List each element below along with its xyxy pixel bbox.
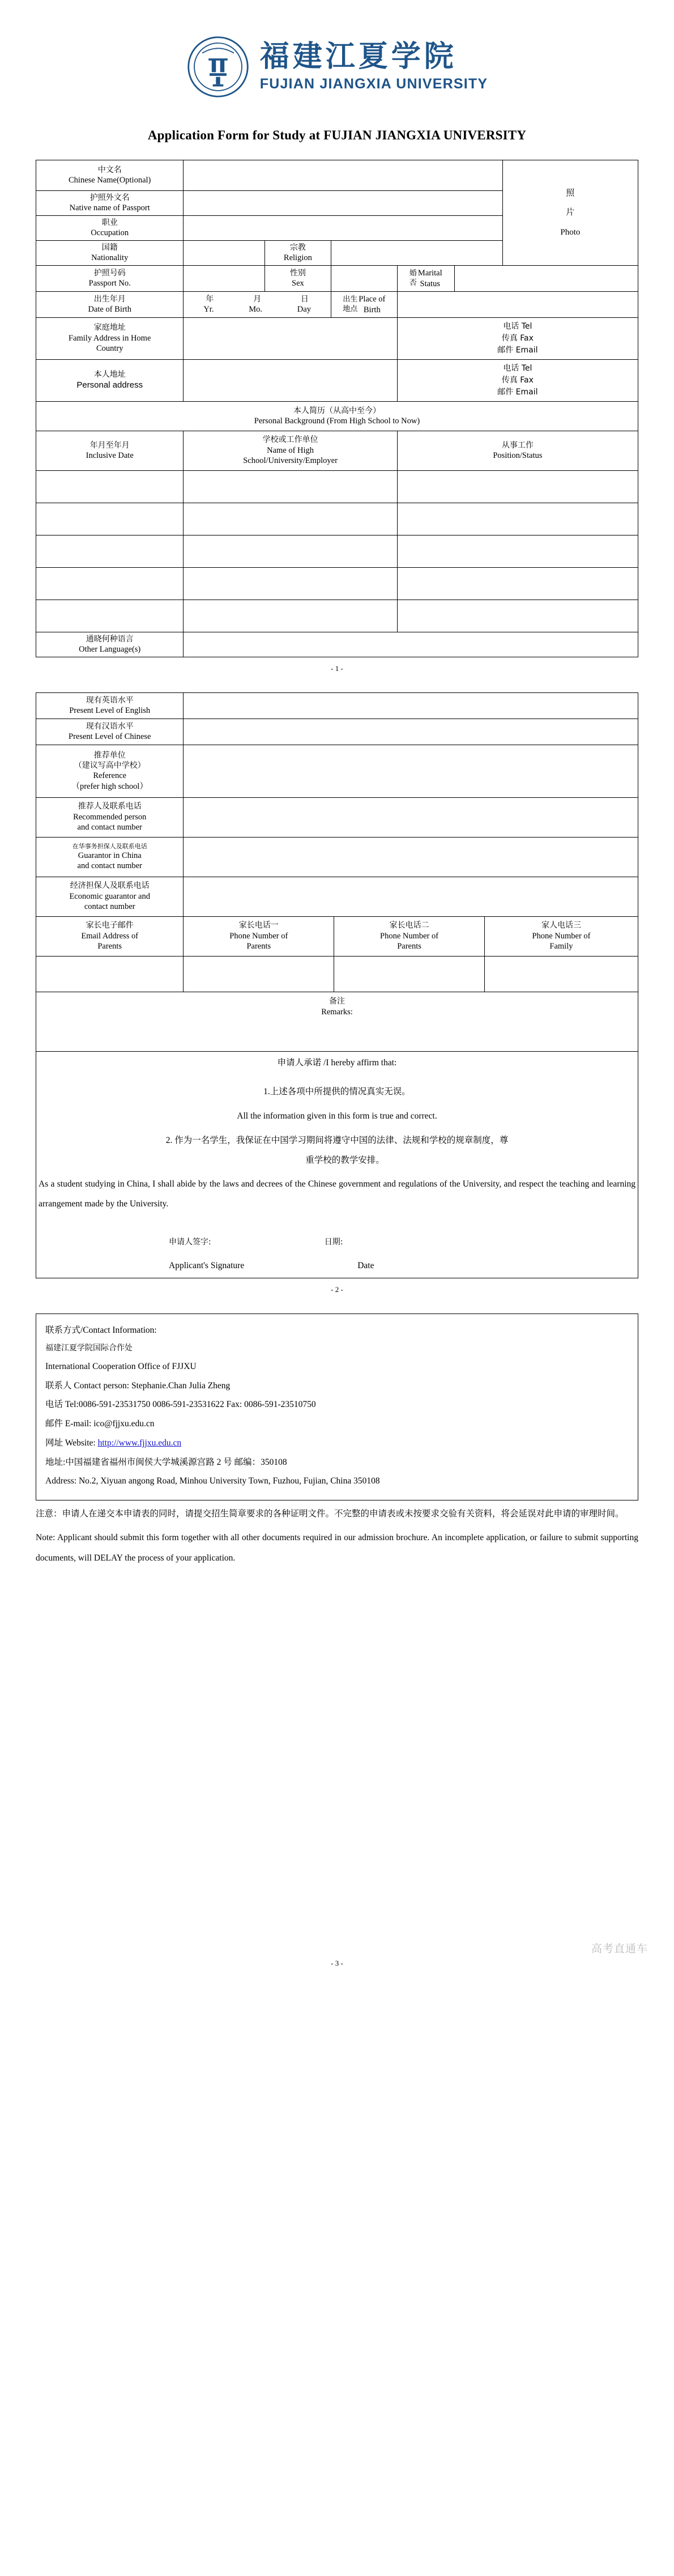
submission-notes — [36, 1504, 638, 1568]
field-marital-status[interactable] — [454, 266, 638, 292]
field-bg-school-3[interactable] — [184, 535, 397, 568]
field-family-phone-3[interactable] — [484, 957, 638, 992]
col-header-position-status: 从事工作 Position/Status — [397, 431, 638, 471]
col-header-parents-phone-1: 家长电话一 Phone Number of Parents — [184, 917, 334, 957]
label-nationality: 国籍 Nationality — [36, 241, 184, 266]
contact-office-en: International Cooperation Office of FJJXU — [45, 1361, 197, 1371]
marital-cn-1: 婚 — [409, 269, 417, 278]
field-reference[interactable] — [184, 745, 638, 798]
contact-website-line — [45, 1434, 629, 1453]
field-parents-phone-1[interactable] — [184, 957, 334, 992]
label-remarks-cn: 备注 — [329, 997, 345, 1006]
label-sex: 性别 Sex — [265, 266, 331, 292]
label-remarks-en: Remarks: — [321, 1007, 353, 1017]
field-religion[interactable] — [331, 241, 502, 266]
family-contact-labels — [397, 318, 638, 360]
label-reference: 推荐单位 （建议写高中学校） Reference （prefer high school） — [36, 745, 184, 798]
label-guarantor-china: 在华事务担保人及联系电话 Guarantor in China and contact number — [36, 838, 184, 877]
label-chinese-name: 中文名 Chinese Name(Optional) — [36, 160, 184, 191]
form-page-1-wrap — [0, 160, 674, 657]
label-religion: 宗教 Religion — [265, 241, 331, 266]
page-1 — [0, 0, 674, 692]
contact-person: 联系人 Contact person: Stephanie.Chan Julia Zheng — [45, 1380, 231, 1391]
label-present-level-english: 现有英语水平 Present Level of English — [36, 693, 184, 719]
field-date-of-birth[interactable] — [184, 292, 331, 318]
field-other-languages[interactable] — [184, 632, 638, 657]
page-3 — [0, 1313, 674, 1969]
field-bg-position-1[interactable] — [397, 471, 638, 503]
birthplace-en-2: Birth — [363, 305, 381, 314]
field-bg-date-4[interactable] — [36, 568, 184, 600]
dob-en-month: Mo. — [249, 305, 262, 314]
field-place-of-birth[interactable] — [397, 292, 638, 318]
page-number-2: - 2 - — [331, 1285, 343, 1294]
field-bg-school-4[interactable] — [184, 568, 397, 600]
table-row — [36, 838, 638, 877]
dob-cn-month: 月 — [253, 294, 262, 304]
table-row — [36, 568, 638, 600]
form-page-2-wrap — [0, 692, 674, 1278]
birthplace-cn-1: 出生 — [343, 295, 358, 304]
contact-information-box — [36, 1313, 638, 1501]
declaration-section — [36, 1052, 638, 1278]
table-row — [36, 957, 638, 992]
additional-info-table — [36, 692, 638, 1278]
table-row — [36, 600, 638, 632]
label-other-languages: 通晓何种语言 Other Language(s) — [36, 632, 184, 657]
label-applicant-signature-cn: 申请人签字: — [169, 1238, 211, 1247]
field-guarantor-china[interactable] — [184, 838, 638, 877]
declaration-item2-cn-line2: 重学校的教学安排。 — [305, 1155, 385, 1165]
field-bg-school-2[interactable] — [184, 503, 397, 535]
photo-en: Photo — [560, 227, 581, 237]
photo-cn-2: 片 — [566, 208, 575, 218]
university-wordmark — [260, 41, 488, 92]
label-applicant-signature-en: Applicant's Signature — [169, 1260, 245, 1270]
label-fax-family: 传真 Fax — [501, 334, 534, 343]
declaration-heading: 申请人承诺 /I hereby affirm that: — [277, 1058, 397, 1068]
label-tel-family: 电话 Tel — [503, 322, 532, 331]
contact-address-cn: 地址:中国福建省福州市闽侯大学城溪源宫路 2 号 邮编：350108 — [45, 1457, 287, 1467]
table-row — [36, 798, 638, 838]
site-watermark: 高考直通车 — [591, 1942, 648, 1956]
table-row — [36, 292, 638, 318]
dob-cn-year: 年 — [206, 294, 214, 304]
field-present-level-chinese[interactable] — [184, 719, 638, 745]
dob-en-year: Yr. — [203, 305, 214, 314]
label-family-address: 家庭地址 Family Address in Home Country — [36, 318, 184, 360]
contact-email: 邮件 E-mail: ico@fjjxu.edu.cn — [45, 1419, 155, 1429]
table-row — [36, 745, 638, 798]
university-name-cn: 福建江夏学院 — [259, 39, 457, 74]
table-row — [36, 992, 638, 1052]
university-name-en: FUJIAN JIANGXIA UNIVERSITY — [259, 75, 488, 92]
field-parents-email[interactable] — [36, 957, 184, 992]
declaration-item2-cn-line1: 2. 作为一名学生，我保证在中国学习期间将遵守中国的法律、法规和学校的规章制度，尊 — [165, 1135, 509, 1145]
contact-address-en: Address: No.2, Xiyuan angong Road, Minhou University Town, Fuzhou, Fujian, China 350108 — [45, 1476, 380, 1486]
field-passport-no[interactable] — [184, 266, 265, 292]
marital-en-2: Status — [420, 279, 440, 288]
contact-title: 联系方式/Contact Information: — [45, 1325, 157, 1335]
page-3-spacer — [0, 1568, 674, 1959]
dob-cn-day: 日 — [300, 294, 309, 304]
field-bg-position-5[interactable] — [397, 600, 638, 632]
field-passport-name[interactable] — [184, 191, 502, 216]
declaration-item2-en: As a student studying in China, I shall abide by the laws and decrees of the Chinese government and regulations of the University, and respect the teaching and learning arrangement made by the University. — [39, 1179, 635, 1209]
field-chinese-name[interactable] — [184, 160, 502, 191]
label-personal-address: 本人地址 Personal address — [36, 360, 184, 402]
label-email-family: 邮件 Email — [497, 346, 538, 355]
photo-cn-1: 照 — [566, 188, 575, 198]
label-date-en: Date — [357, 1260, 374, 1270]
field-bg-date-1[interactable] — [36, 471, 184, 503]
photo-placeholder[interactable] — [502, 160, 638, 266]
label-recommended-person: 推荐人及联系电话 Recommended person and contact number — [36, 798, 184, 838]
field-occupation[interactable] — [184, 216, 502, 241]
declaration-item1-cn: 1.上述各项中所提供的情况真实无误。 — [263, 1086, 411, 1096]
label-date-of-birth: 出生年月 Date of Birth — [36, 292, 184, 318]
field-parents-phone-2[interactable] — [334, 957, 485, 992]
page-number-3: - 3 - — [331, 1959, 343, 1968]
university-logo-header — [0, 0, 674, 118]
table-row — [36, 160, 638, 191]
field-economic-guarantor[interactable] — [184, 877, 638, 917]
col-header-inclusive-date: 年月至年月 Inclusive Date — [36, 431, 184, 471]
table-row — [36, 917, 638, 957]
table-row — [36, 693, 638, 719]
col-header-family-phone-3: 家人电话三 Phone Number of Family — [484, 917, 638, 957]
dob-en-day: Day — [297, 305, 311, 314]
label-passport-no: 护照号码 Passport No. — [36, 266, 184, 292]
field-nationality[interactable] — [184, 241, 265, 266]
table-row — [36, 318, 638, 360]
label-tel-personal: 电话 Tel — [503, 364, 532, 373]
col-header-school-employer: 学校或工作单位 Name of High School/University/Employer — [184, 431, 397, 471]
field-bg-position-3[interactable] — [397, 535, 638, 568]
table-row — [36, 632, 638, 657]
field-bg-position-2[interactable] — [397, 503, 638, 535]
table-row — [36, 431, 638, 471]
note-cn: 注意：申请人在递交本申请表的同时，请提交招生简章要求的各种证明文件。不完整的申请表或未按要求交验有关资料，将会延误对此申请的审理时间。 — [36, 1509, 624, 1519]
contact-website-label: 网址 Website: — [45, 1438, 98, 1448]
birthplace-en-1: Place of — [359, 295, 386, 304]
signature-row-en — [39, 1252, 635, 1276]
page-2 — [0, 692, 674, 1313]
table-row — [36, 402, 638, 431]
table-row — [36, 1052, 638, 1278]
label-place-of-birth — [331, 292, 397, 318]
table-row — [36, 719, 638, 745]
table-row — [36, 360, 638, 402]
declaration-item1-en: All the information given in this form is true and correct. — [237, 1111, 437, 1121]
label-present-level-chinese: 现有汉语水平 Present Level of Chinese — [36, 719, 184, 745]
field-recommended-person[interactable] — [184, 798, 638, 838]
field-bg-date-5[interactable] — [36, 600, 184, 632]
table-row — [36, 503, 638, 535]
field-sex[interactable] — [331, 266, 397, 292]
marital-cn-2: 否 — [409, 278, 417, 287]
field-bg-school-1[interactable] — [184, 471, 397, 503]
col-header-parents-phone-2: 家长电话二 Phone Number of Parents — [334, 917, 485, 957]
field-bg-date-3[interactable] — [36, 535, 184, 568]
label-economic-guarantor: 经济担保人及联系电话 Economic guarantor and contact number — [36, 877, 184, 917]
field-bg-school-5[interactable] — [184, 600, 397, 632]
field-bg-date-2[interactable] — [36, 503, 184, 535]
label-marital-status — [397, 266, 454, 292]
field-family-address[interactable] — [184, 318, 397, 360]
remarks-section[interactable] — [36, 992, 638, 1052]
page-number-1: - 1 - — [331, 664, 343, 673]
label-occupation: 职业 Occupation — [36, 216, 184, 241]
marital-en-1: Marital — [417, 269, 442, 278]
field-bg-position-4[interactable] — [397, 568, 638, 600]
col-header-parents-email: 家长电子邮件 Email Address of Parents — [36, 917, 184, 957]
birthplace-cn-2: 地点 — [343, 304, 358, 313]
label-passport-name: 护照外文名 Native name of Passport — [36, 191, 184, 216]
contact-website-link[interactable]: http://www.fjjxu.edu.cn — [97, 1438, 182, 1448]
university-crest-icon — [186, 35, 250, 99]
field-personal-address[interactable] — [184, 360, 397, 402]
table-row — [36, 266, 638, 292]
table-row — [36, 535, 638, 568]
contact-tel: 电话 Tel:0086-591-23531750 0086-591-23531622 Fax: 0086-591-23510750 — [45, 1400, 316, 1410]
label-date-cn: 日期: — [324, 1238, 343, 1247]
applicant-info-table — [36, 160, 638, 657]
note-en: Note: Applicant should submit this form together with all other documents required in our admission brochure. An incomplete application, or failure to submit supporting documents, will DELAY the process of your application. — [36, 1532, 638, 1563]
signature-row-cn — [39, 1214, 635, 1252]
label-fax-personal: 传真 Fax — [501, 376, 534, 385]
label-email-personal: 邮件 Email — [497, 388, 538, 397]
table-row — [36, 877, 638, 917]
field-present-level-english[interactable] — [184, 693, 638, 719]
personal-background-header: 本人简历（从高中至今） Personal Background (From High School to Now) — [36, 402, 638, 431]
contact-office-cn: 福建江夏学院国际合作处 — [45, 1344, 133, 1353]
page-title: Application Form for Study at FUJIAN JIANGXIA UNIVERSITY — [147, 128, 527, 142]
personal-contact-labels — [397, 360, 638, 402]
table-row — [36, 471, 638, 503]
